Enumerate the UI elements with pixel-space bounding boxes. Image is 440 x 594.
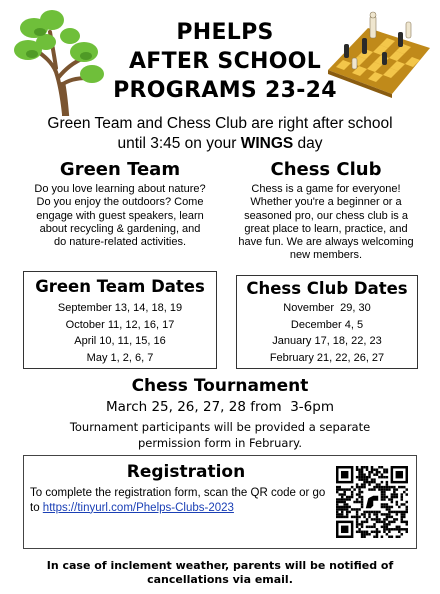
list-item: February 21, 22, 26, 27 xyxy=(269,351,385,364)
tree-illustration xyxy=(6,6,116,116)
chess-tournament-heading: Chess Tournament xyxy=(131,376,309,396)
chess-club-dates-list xyxy=(237,300,417,366)
chess-club-dates-heading: Chess Club Dates xyxy=(246,279,408,298)
list-item: September 13, 14, 18, 19 xyxy=(57,302,183,314)
registration-box xyxy=(23,455,417,549)
green-team-dates-list xyxy=(24,300,216,366)
intro-before: Green Team and Chess Club are right after school until 3:45 on your xyxy=(47,115,393,152)
list-item: April 10, 11, 15, 16 xyxy=(74,335,166,347)
list-item: October 11, 12, 16, 17 xyxy=(65,318,175,331)
chess-tournament-dates: March 25, 26, 27, 28 from 3-6pm xyxy=(106,399,334,415)
chess-club-heading: Chess Club xyxy=(270,159,382,180)
title-line: PROGRAMS 23-24 xyxy=(113,78,337,103)
chess-club-dates-box xyxy=(236,275,418,369)
green-team-heading: Green Team xyxy=(59,159,181,180)
intro-after: day xyxy=(293,135,323,152)
list-item: January 17, 18, 22, 23 xyxy=(272,335,382,347)
list-item: November 29, 30 xyxy=(283,302,371,314)
chess-tournament-note: Tournament participants will be provided a separate permission form in February. xyxy=(69,420,371,450)
registration-instructions: To complete the registration form, scan the QR code or go to xyxy=(30,487,326,514)
registration-heading: Registration xyxy=(126,462,246,482)
list-item: May 1, 2, 6, 7 xyxy=(86,351,154,364)
registration-link[interactable]: https://tinyurl.com/Phelps-Clubs-2023 xyxy=(42,501,234,514)
weather-notice: In case of inclement weather, parents will be notified of cancellations via email. xyxy=(46,559,394,586)
green-team-dates-box xyxy=(23,271,217,369)
list-item: December 4, 5 xyxy=(290,318,364,331)
title-line: AFTER SCHOOL xyxy=(128,49,322,74)
chess-club-description: Chess is a game for everyone! Whether you're a beginner or a seasoned pro, our chess club is a great place to learn, practice, and have fun. We are always welcoming new members. xyxy=(238,183,414,262)
wings-highlight: WINGS xyxy=(240,135,294,152)
page-title xyxy=(110,18,340,105)
intro-text xyxy=(40,114,400,154)
green-team-description: Do you love learning about nature? Do you enjoy the outdoors? Come engage with guest speakers, learn about recycling & gardening, and do nature-related activities. xyxy=(34,183,206,249)
green-team-dates-heading: Green Team Dates xyxy=(35,277,205,296)
registration-text xyxy=(30,486,335,515)
title-line: PHELPS xyxy=(176,20,274,45)
qr-code-icon[interactable] xyxy=(336,466,408,538)
